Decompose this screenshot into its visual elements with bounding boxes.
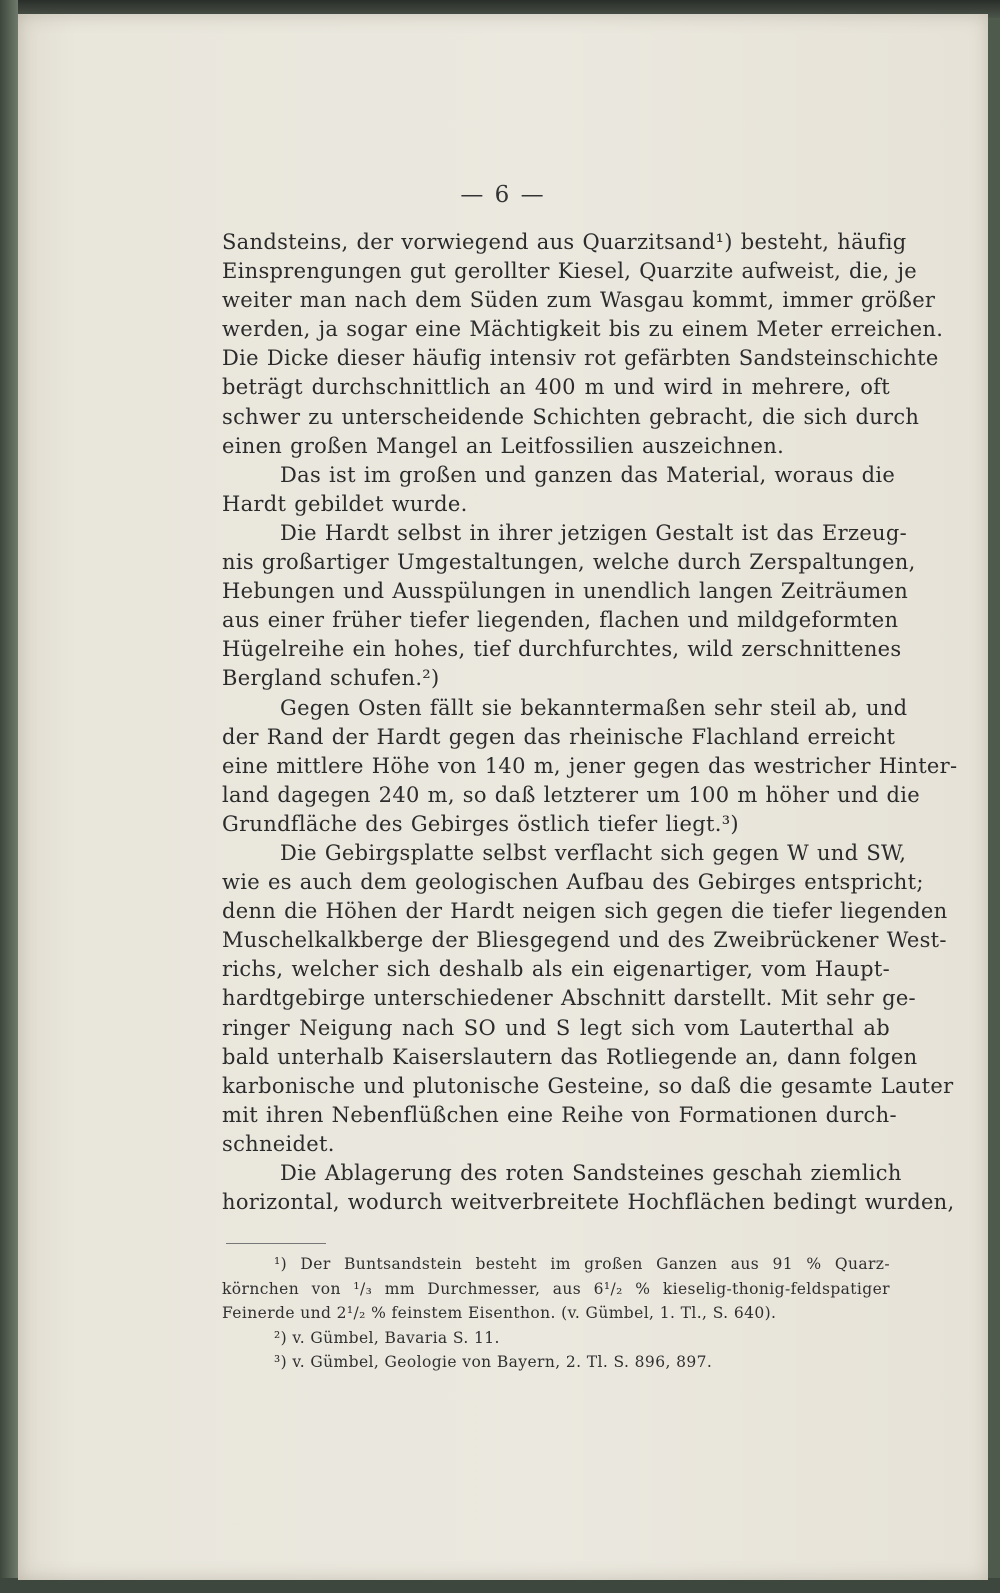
text-line: Das ist im großen und ganzen das Material, woraus die [280, 462, 896, 487]
text-line: schneidet. [222, 1131, 335, 1156]
text-line: hardtgebirge unterschiedener Abschnitt darstellt. Mit sehr ge- [222, 986, 916, 1011]
text-line: Die Dicke dieser häufig intensiv rot gefärbten Sandsteinschichte [222, 346, 939, 371]
text-line: Muschelkalkberge der Bliesgegend und des Zweibrückener West- [222, 928, 947, 953]
text-line: Die Hardt selbst in ihrer jetzigen Gestalt ist das Erzeug- [280, 520, 908, 545]
text-line: Gegen Osten fällt sie bekanntermaßen sehr steil ab, und [280, 695, 908, 720]
text-line: werden, ja sogar eine Mächtigkeit bis zu einem Meter erreichen. [222, 317, 944, 342]
text-line: Einsprengungen gut gerollter Kiesel, Quarzite aufweist, die, je [222, 259, 917, 284]
footnote-1-line: körnchen von ¹/₃ mm Durchmesser, aus 6¹/₂ % kieselig-thonig-feldspatiger [222, 1279, 890, 1298]
text-line: aus einer früher tiefer liegenden, flachen und mildgeformten [222, 608, 899, 633]
text-line: wie es auch dem geologischen Aufbau des Gebirges entspricht; [222, 870, 924, 895]
book-binding-edge [0, 0, 18, 1593]
text-line: mit ihren Nebenflüßchen eine Reihe von Formationen durch- [222, 1102, 897, 1127]
text-line: eine mittlere Höhe von 140 m, jener gegen das westricher Hinter- [222, 753, 958, 778]
text-line: beträgt durchschnittlich an 400 m und wird in mehrere, oft [222, 375, 890, 400]
text-line: Hebungen und Ausspülungen in unendlich langen Zeiträumen [222, 579, 909, 604]
text-line: land dagegen 240 m, so daß letzterer um 100 m höher und die [222, 782, 921, 807]
text-line: Die Gebirgsplatte selbst verflacht sich gegen W und SW, [280, 840, 907, 865]
footnote-2: ²) v. Gümbel, Bavaria S. 11. [274, 1328, 500, 1347]
footnote-1-line: ¹) Der Buntsandstein besteht im großen Ganzen aus 91 % Quarz- [274, 1255, 890, 1273]
text-line: einen großen Mangel an Leitfossilien auszeichnen. [222, 433, 785, 458]
text-line: weiter man nach dem Süden zum Wasgau kommt, immer größer [222, 288, 936, 313]
text-line: Sandsteins, der vorwiegend aus Quarzitsand¹) besteht, häufig [222, 230, 907, 254]
book-page [18, 14, 988, 1580]
main-text [222, 228, 958, 1217]
text-line: Hardt gebildet wurde. [222, 491, 468, 516]
page-number: — 6 — [460, 182, 546, 208]
text-line: denn die Höhen der Hardt neigen sich gegen die tiefer liegenden [222, 899, 948, 924]
text-line: karbonische und plutonische Gesteine, so daß die gesamte Lauter [222, 1073, 954, 1098]
footnote-3: ³) v. Gümbel, Geologie von Bayern, 2. Tl. S. 896, 897. [274, 1353, 713, 1371]
scan-bottom-edge [0, 1578, 1000, 1593]
text-line: schwer zu unterscheidende Schichten gebracht, die sich durch [222, 404, 920, 429]
text-line: Grundfläche des Gebirges östlich tiefer liegt.³) [222, 811, 739, 836]
footnotes [222, 1252, 890, 1375]
text-line: bald unterhalb Kaiserslautern das Rotliegende an, dann folgen [222, 1044, 918, 1069]
text-line: Bergland schufen.²) [222, 666, 440, 691]
text-line: Hügelreihe ein hohes, tief durchfurchtes, wild zerschnittenes [222, 637, 902, 662]
text-line: Die Ablagerung des roten Sandsteines geschah ziemlich [280, 1161, 902, 1185]
footnote-divider [226, 1243, 326, 1244]
text-line: richs, welcher sich deshalb als ein eigenartiger, vom Haupt- [222, 957, 890, 982]
text-line: ringer Neigung nach SO und S legt sich vom Lauterthal ab [222, 1015, 890, 1040]
footnote-1-line: Feinerde und 2¹/₂ % feinstem Eisenthon. (v. Gümbel, 1. Tl., S. 640). [222, 1304, 777, 1322]
text-line: horizontal, wodurch weitverbreitete Hochflächen bedingt wurden, [222, 1190, 955, 1215]
text-line: nis großartiger Umgestaltungen, welche durch Zerspaltungen, [222, 550, 916, 575]
text-line: der Rand der Hardt gegen das rheinische Flachland erreicht [222, 724, 896, 749]
